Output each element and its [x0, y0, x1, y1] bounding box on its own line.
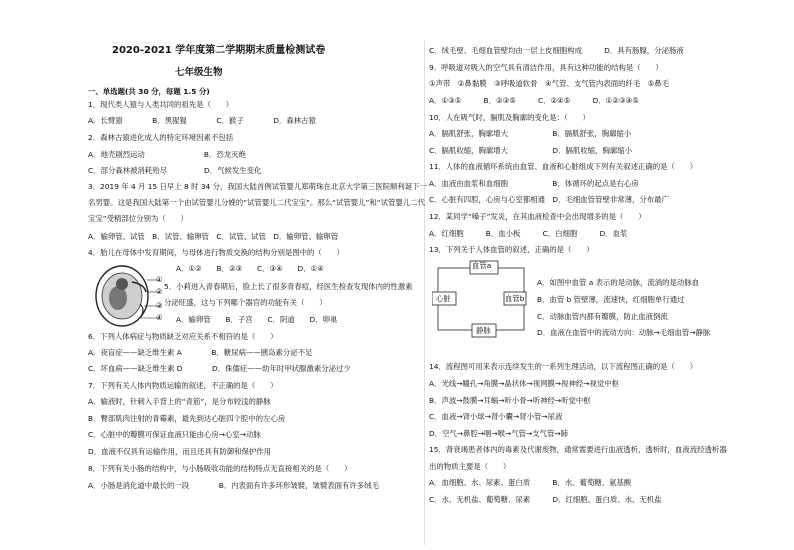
question-2: 2．森林古猿进化成人的特定环境因素不包括 — [88, 133, 234, 142]
q7-option-c: C．心脏中的瓣膜可保证血液只能由心房→心室→动脉 — [88, 430, 261, 439]
question-14: 14．流程图可用来表示连续发生的一系列生理活动，以下流程图正确的是（ ） — [429, 362, 698, 371]
q5-options: A．输卵管 B．子宫 C．阴道 D．卵巢 — [176, 315, 338, 324]
question-4: 4．胎儿在母体中发育期间，与母体进行物质交换的结构分别是图中的（ ） — [88, 248, 344, 257]
q6-options-ab: A．夜盲症——缺乏维生素 A B．糖尿病——胰岛素分泌不足 — [88, 348, 313, 357]
question-5-line1: 5．小莉进入青春期后，脸上长了很多青春痘，经医生检查发现体内的性激素 — [164, 282, 413, 291]
q13-option-b: B．血管 b 管壁薄，流速快，红细胞单行通过 — [537, 295, 685, 304]
q8-options-cd: C．绒毛壁、毛细血管壁均由一层上皮细胞构成 D．具有肠腺，分泌肠液 — [429, 46, 684, 55]
question-8: 8．下列有关小肠的结构中，与小肠吸收功能的结构特点无直接相关的是（ ） — [88, 464, 352, 473]
column-divider — [424, 40, 425, 545]
q11-options-ab: A．血液由血浆和血细胞 B．体循环的起点是右心房 — [429, 179, 639, 188]
q3-options: A．输卵管、试管 B．试管、输卵管 C．试管、试管 D．输卵管、输卵管 — [88, 232, 339, 241]
q9-items: ①声带 ②鼻黏膜 ③呼吸道软骨 ④气管、支气管内表面的纤毛 ⑤鼻毛 — [429, 79, 670, 88]
q2-options-ab: A．地壳剧烈运动 B．恐龙灭绝 — [88, 150, 246, 159]
question-13: 13．下列关于人体血管的叙述，正确的是（ ） — [429, 245, 594, 254]
figure-label-3: ③ — [156, 301, 163, 310]
question-15-line2: 出的物质主要是（ ） — [429, 462, 511, 471]
q7-option-a: A．输液时，针刺入手背上的“青筋”，是分布较浅的静脉 — [88, 397, 271, 406]
q8-options-ab: A．小肠是消化道中最长的一段 B．内表面有许多环形皱襞，皱襞表面有许多绒毛 — [88, 481, 379, 490]
q11-options-cd: C．心脏有四腔，心房与心室都相通 D．毛细血管管壁非常薄，分布最广 — [429, 195, 669, 204]
q4-options: A．①② B．②③ C．③④ D．①④ — [176, 264, 324, 273]
question-3-line2: 名男婴。这是我国大陆第一个由试管婴儿分娩的“试管婴儿二代宝宝”。那么“试管婴儿”和“试管婴儿二代 — [88, 198, 425, 207]
question-5-line2: 分泌旺盛，这与下列哪个器官的功能有关（ ） — [164, 298, 327, 307]
q13-option-c: C．动脉血管内都有瓣膜，防止血液倒流 — [537, 312, 668, 321]
vessel-a-label: 血管a — [472, 261, 492, 270]
vein-label: 静脉 — [476, 326, 491, 335]
q12-options: A．红细胞 B．血小板 C．白细胞 D．血浆 — [429, 229, 628, 238]
q14-option-c: C．血液→肾小球→肾小囊→肾小管→尿液 — [429, 412, 563, 421]
q7-option-b: B．臀部肌肉注射的青霉素，最先到达心脏四个腔中的左心房 — [88, 414, 286, 423]
q15-options-ab: A．血细胞、水、尿素、蛋白质 B．水、葡萄糖、氨基酸 — [429, 478, 632, 487]
q9-options: A．①③⑤ B．②③⑤ C．②④⑤ D．①②③④⑤ — [429, 96, 639, 105]
question-12: 12．某同学“嗓子”发炎，在其血液检查中会出现增多的是（ ） — [429, 212, 646, 221]
exam-subtitle: 七年级生物 — [175, 67, 223, 78]
question-6: 6．下列人体病症与物质缺乏对应关系不相符的是（ ） — [88, 332, 278, 341]
q15-options-cd: C．水、无机盐、葡萄糖、尿素 D．红细胞、蛋白质、水、无机盐 — [429, 495, 662, 504]
question-9: 9．呼吸道对吸入的空气具有清洁作用，具有这种功能的结构是（ ） — [429, 63, 663, 72]
section-heading: 一、单选题(共 30 分，每题 1.5 分) — [88, 87, 210, 96]
question-10: 10．人在吸气时，膈肌及胸廓的变化是：（ ） — [429, 113, 590, 122]
heart-label: 心脏 — [436, 294, 451, 303]
question-3-line1: 3．2019 年 4 月 15 日早上 8 时 34 分，我国大陆首例试管婴儿郑萌珠在北京大学第三医院顺利诞下一 — [88, 182, 427, 191]
q10-options-ab: A．膈肌舒张，胸廓增大 B．膈肌舒张，胸廓缩小 — [429, 129, 632, 138]
question-1: 1．现代类人猿与人类共同的祖先是（ ） — [88, 100, 234, 109]
figure-label-2: ② — [156, 287, 163, 296]
q1-options: A．长臂猿 B．黑猩猩 C．猴子 D．森林古猿 — [88, 116, 316, 125]
figure-label-4: ④ — [156, 313, 163, 322]
q14-option-b: B．声波→鼓膜→耳蜗→听小骨→听神经→听觉中枢 — [429, 396, 591, 405]
figure-label-1: ① — [156, 275, 163, 284]
q2-options-cd: C．部分森林被消耗殆尽 D．气候发生变化 — [88, 166, 262, 175]
q6-options-cd: C．坏血病——缺乏维生素 D D．侏儒症——幼年时甲状腺激素分泌过少 — [88, 364, 351, 373]
q13-option-d: D．血液在血管中的流动方向：动脉→毛细血管→静脉 — [537, 328, 711, 337]
question-3-line3: 宝宝”受精部位分别为（ ） — [88, 214, 188, 223]
q10-options-cd: C．膈肌收缩，胸廓增大 D．膈肌收缩，胸廓缩小 — [429, 146, 633, 155]
q13-option-a: A．如图中血管 a 表示的是动脉，流淌的是动脉血 — [537, 278, 700, 287]
q14-option-d: D．空气→鼻腔→咽→喉→气管→支气管→肺 — [429, 429, 568, 438]
q14-option-a: A．光线→瞳孔→角膜→晶状体→视网膜→视神经→视觉中枢 — [429, 379, 620, 388]
question-15-line1: 15．肾衰竭患者体内的毒素及代谢废物，通常需要进行血液透析，透析时，血液流经透析器 — [429, 445, 727, 454]
exam-title: 2020-2021 学年度第二学期期末质量检测试卷 — [112, 45, 326, 56]
question-11: 11．人体的血液循环系统由血管、血液和心脏组成下列有关叙述正确的是（ ） — [429, 162, 698, 171]
q7-option-d: D．血液不仅具有运输作用，而且还具有防御和保护作用 — [88, 447, 272, 456]
fetus-diagram — [92, 262, 162, 332]
vessel-b-label: 血管b — [505, 294, 525, 303]
question-7: 7．下列有关人体内物质运输的叙述，不正确的是（ ） — [88, 381, 278, 390]
